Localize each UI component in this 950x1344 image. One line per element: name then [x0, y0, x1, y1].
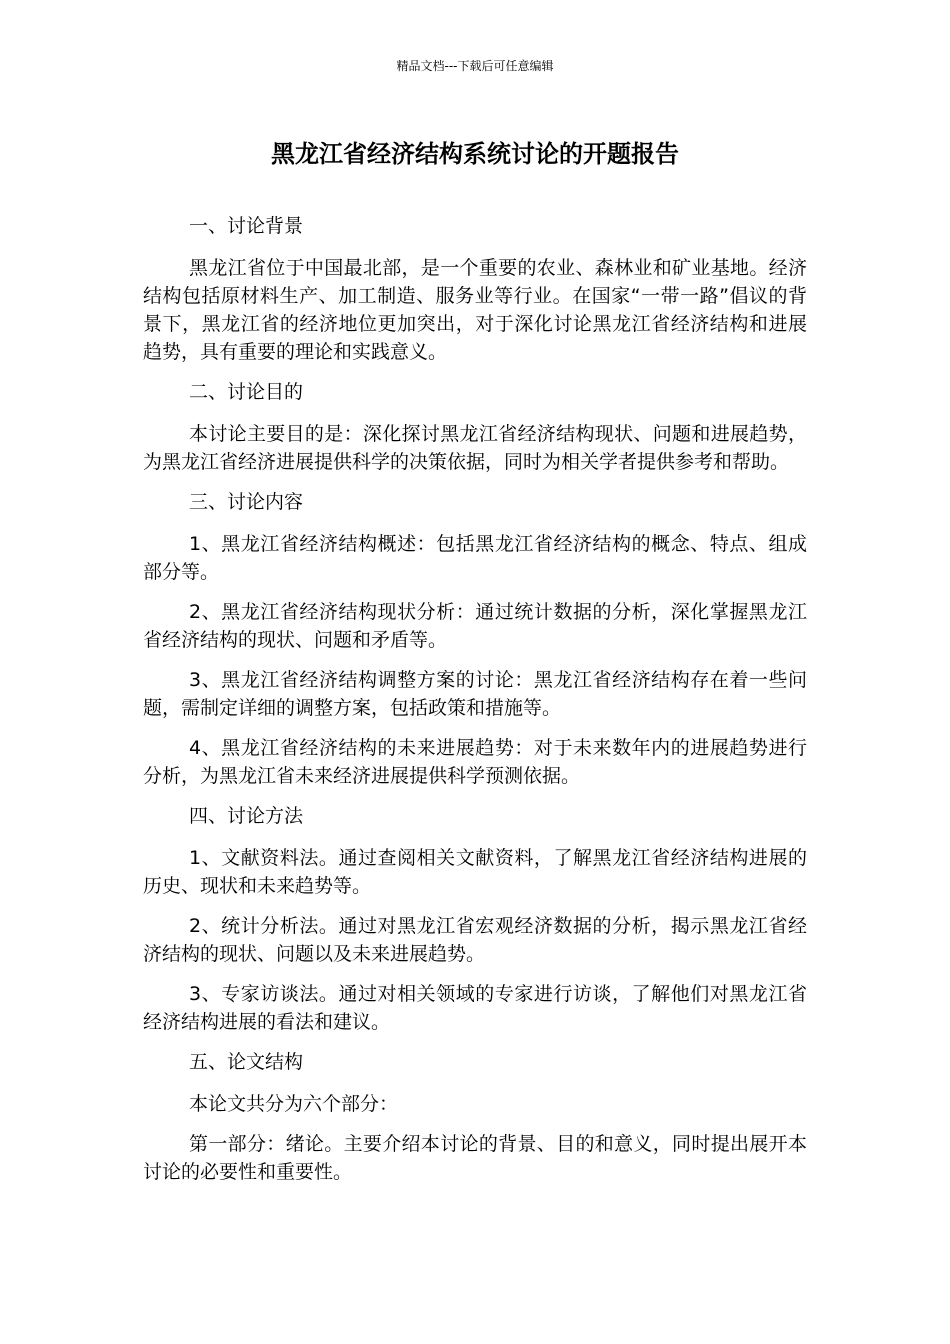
method-item-1: 1、文献资料法。通过查阅相关文献资料，了解黑龙江省经济结构进展的历史、现状和未来趋势等。 [143, 847, 807, 897]
method-item-2: 2、统计分析法。通过对黑龙江省宏观经济数据的分析，揭示黑龙江省经济结构的现状、问题以及未来进展趋势。 [143, 915, 807, 965]
paragraph-structure-intro: 本论文共分为六个部分： [189, 1093, 399, 1115]
section-heading-purpose: 二、讨论目的 [189, 381, 304, 403]
content-item-1: 1、黑龙江省经济结构概述：包括黑龙江省经济结构的概念、特点、组成部分等。 [143, 533, 807, 583]
paragraph-structure-part-1: 第一部分：绪论。主要介绍本讨论的背景、目的和意义，同时提出展开本讨论的必要性和重要性。 [143, 1133, 807, 1183]
content-item-4: 4、黑龙江省经济结构的未来进展趋势：对于未来数年内的进展趋势进行分析，为黑龙江省未来经济进展提供科学预测依据。 [143, 737, 807, 787]
content-item-2: 2、黑龙江省经济结构现状分析：通过统计数据的分析，深化掌握黑龙江省经济结构的现状、问题和矛盾等。 [143, 601, 807, 651]
section-heading-methods: 四、讨论方法 [189, 805, 304, 827]
paragraph-background: 黑龙江省位于中国最北部，是一个重要的农业、森林业和矿业基地。经济结构包括原材料生产、加工制造、服务业等行业。在国家“一带一路”倡议的背景下，黑龙江省的经济地位更加突出，对于深化讨论黑龙江省经济结构和进展趋势，具有重要的理论和实践意义。 [143, 257, 807, 363]
section-heading-background: 一、讨论背景 [189, 215, 304, 237]
header-note: 精品文档---下载后可任意编辑 [396, 59, 554, 73]
method-item-3: 3、专家访谈法。通过对相关领域的专家进行访谈，了解他们对黑龙江省经济结构进展的看法和建议。 [143, 983, 807, 1033]
section-heading-content: 三、讨论内容 [189, 491, 304, 513]
paragraph-purpose: 本讨论主要目的是：深化探讨黑龙江省经济结构现状、问题和进展趋势，为黑龙江省经济进展提供科学的决策依据，同时为相关学者提供参考和帮助。 [143, 423, 807, 473]
document-title: 黑龙江省经济结构系统讨论的开题报告 [271, 140, 679, 168]
content-item-3: 3、黑龙江省经济结构调整方案的讨论：黑龙江省经济结构存在着一些问题，需制定详细的调整方案，包括政策和措施等。 [143, 669, 807, 719]
section-heading-structure: 五、论文结构 [189, 1051, 304, 1073]
document-body [143, 212, 807, 1198]
